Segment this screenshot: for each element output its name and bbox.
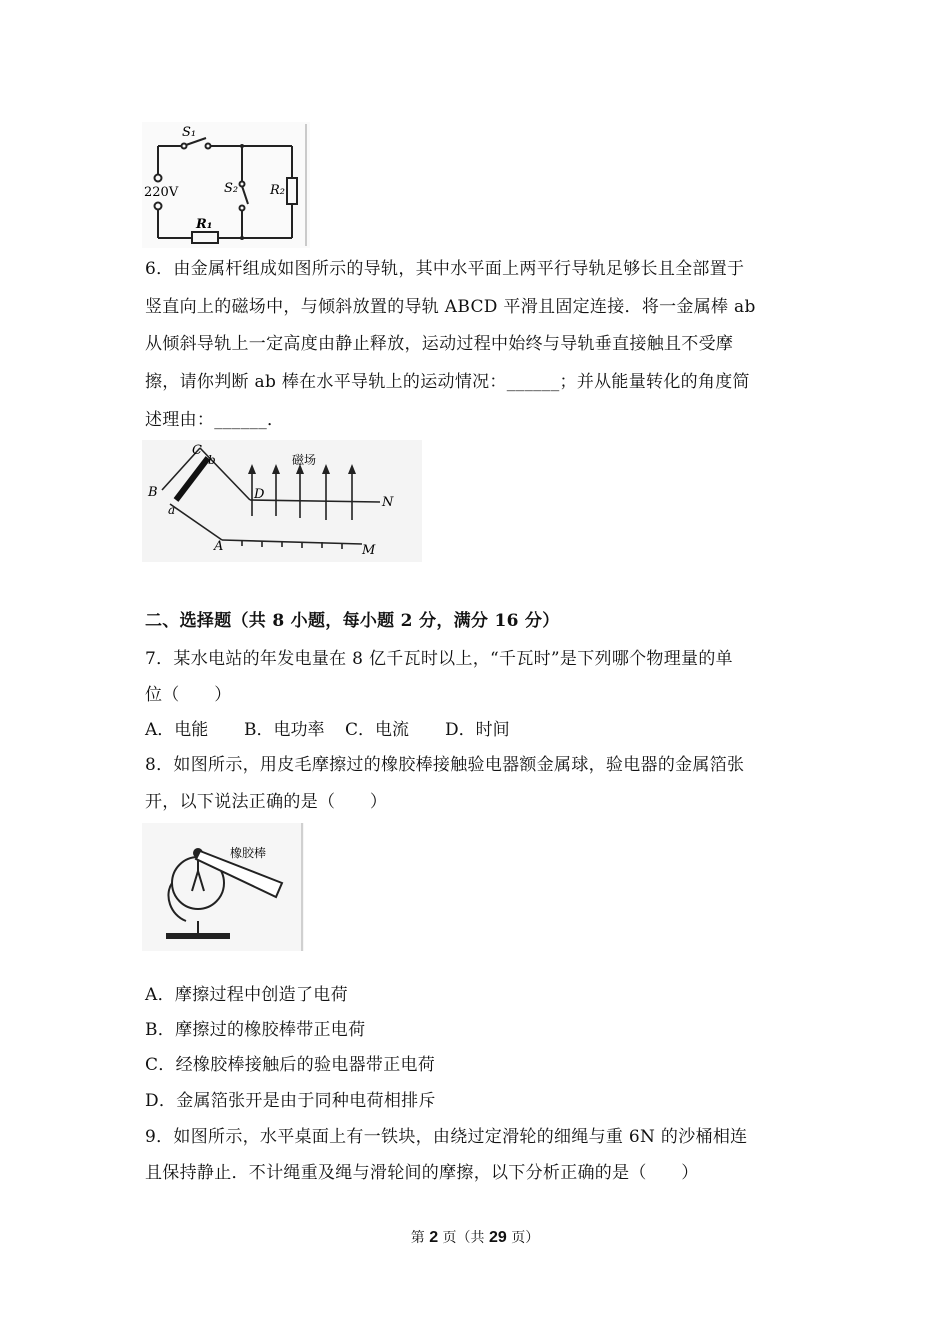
q8-option-d: D．金属箔张开是由于同种电荷相排斥 (145, 1091, 436, 1111)
footer-total-pages: 29 (489, 1229, 507, 1246)
voltage-label: 220V (144, 185, 179, 200)
rail-label-N: N (382, 495, 394, 510)
footer-suffix: 页） (511, 1230, 540, 1246)
rod-label: 橡胶棒 (230, 846, 267, 860)
r1-label: R₁ (196, 217, 213, 232)
q7-line-1: 7．某水电站的年发电量在 8 亿千瓦时以上，“千瓦时”是下列哪个物理量的单 (145, 649, 733, 669)
s2-label: S₂ (224, 181, 239, 196)
q9-line-2: 且保持静止．不计绳重及绳与滑轮间的摩擦，以下分析正确的是（ ） (145, 1163, 699, 1183)
footer-prefix: 第 (410, 1230, 425, 1246)
rail-label-D: D (254, 487, 265, 502)
rail-label-a: a (168, 503, 176, 517)
footer-page-number: 2 (429, 1229, 439, 1246)
q7-option-c: C．电流 (345, 720, 410, 740)
rail-label-M: M (362, 543, 376, 558)
q6-line-1: 6．由金属杆组成如图所示的导轨，其中水平面上两平行导轨足够长且全部置于 (145, 259, 745, 279)
q7-option-a: A．电能 (145, 720, 209, 740)
r2-label: R₂ (270, 183, 285, 198)
q9-line-1: 9．如图所示，水平桌面上有一铁块，由绕过定滑轮的细绳与重 6N 的沙桶相连 (145, 1127, 748, 1147)
rail-label-c: C (192, 443, 202, 458)
section-heading: 二、选择题（共 8 小题，每小题 2 分，满分 16 分） (145, 611, 560, 631)
q6-line-3: 从倾斜导轨上一定高度由静止释放，运动过程中始终与导轨垂直接触且不受摩 (145, 334, 734, 354)
footer-middle: 页（共 (442, 1230, 485, 1246)
q7-line-2: 位（ ） (145, 685, 232, 705)
s1-label: S₁ (182, 125, 197, 140)
q8-option-a: A．摩擦过程中创造了电荷 (145, 985, 348, 1005)
q6-line-2: 竖直向上的磁场中，与倾斜放置的导轨 ABCD 平滑且固定连接．将一金属棒 ab (145, 297, 756, 317)
q7-option-d: D．时间 (445, 720, 510, 740)
q8-line-2: 开，以下说法正确的是（ ） (145, 792, 388, 812)
q7-option-b: B．电功率 (244, 720, 325, 740)
field-label: 磁场 (292, 453, 317, 467)
circuit-diagram (142, 122, 310, 248)
page-footer (0, 1228, 950, 1248)
q8-option-c: C．经橡胶棒接触后的验电器带正电荷 (145, 1055, 436, 1075)
electroscope-diagram (142, 823, 304, 951)
rail-label-B: B (148, 485, 158, 500)
rail-label-b: b (208, 453, 216, 467)
q8-line-1: 8．如图所示，用皮毛摩擦过的橡胶棒接触验电器额金属球，验电器的金属箔张 (145, 755, 745, 775)
q6-line-5: 述理由：______． (145, 410, 285, 430)
q8-option-b: B．摩擦过的橡胶棒带正电荷 (145, 1020, 366, 1040)
rail-diagram (142, 440, 422, 562)
q6-line-4: 擦，请你判断 ab 棒在水平导轨上的运动情况：______；并从能量转化的角度简 (145, 372, 750, 392)
rail-label-A: A (214, 539, 224, 554)
